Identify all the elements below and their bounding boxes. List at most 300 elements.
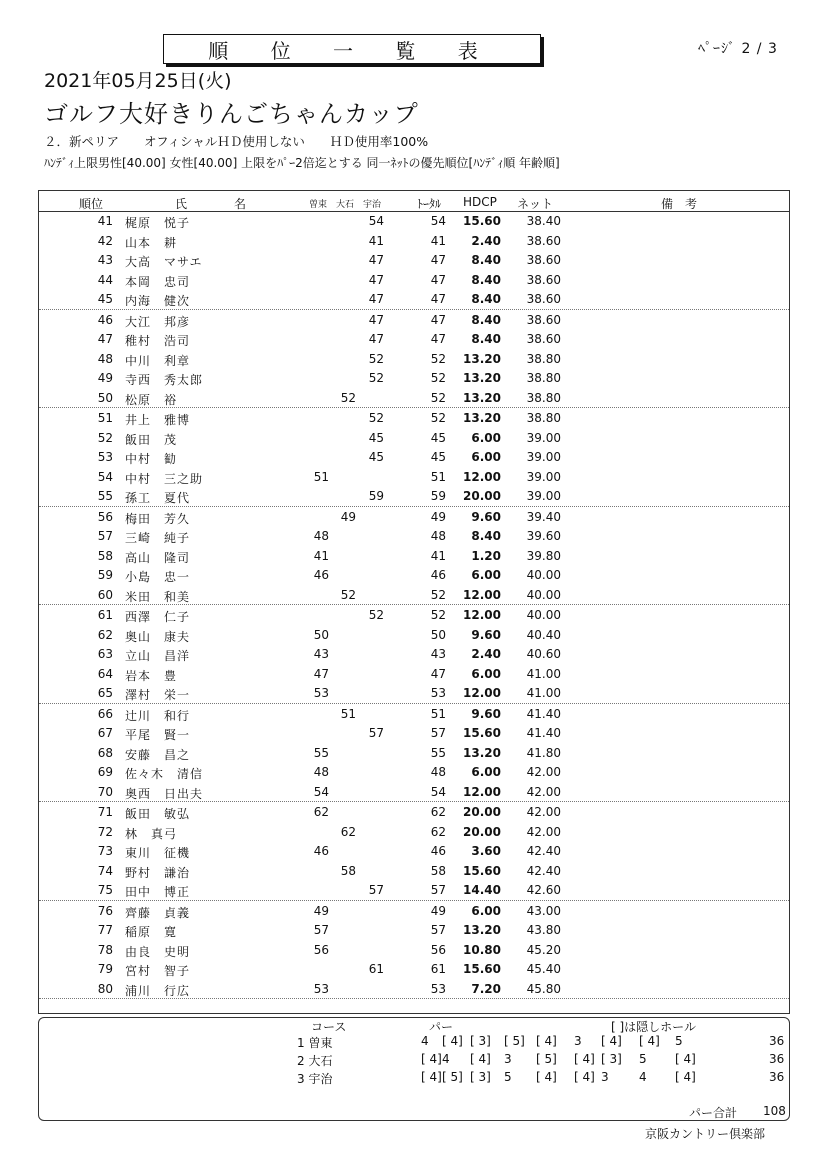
cell-total: 49	[430, 903, 446, 918]
cell-hdcp: 12.00	[463, 686, 501, 700]
col-hdcp: HDCP	[463, 195, 497, 209]
table-row	[39, 231, 789, 251]
cell-hdcp: 6.00	[471, 666, 501, 681]
cell-name: 本岡 忠司	[125, 274, 191, 289]
cell-rank: 79	[97, 962, 113, 976]
table-row	[39, 310, 789, 330]
cell-s1: 49	[313, 903, 329, 918]
cell-s3: 47	[368, 253, 384, 267]
cell-total: 47	[430, 312, 446, 327]
col-rank: 順位	[79, 197, 104, 211]
cell-s1: 62	[313, 805, 329, 819]
table-row	[39, 368, 789, 388]
cell-name: 三崎 純子	[125, 531, 191, 545]
cell-total: 52	[430, 587, 446, 602]
col-course-1: 曽束	[309, 200, 328, 210]
cell-net: 40.40	[526, 627, 561, 642]
table-row	[39, 743, 789, 763]
cell-total: 56	[430, 942, 446, 957]
cell-name: 佐々木 清信	[125, 767, 204, 781]
cell-name: 高山 隆司	[125, 550, 191, 565]
cell-net: 38.80	[526, 411, 561, 425]
cell-name: 松原 裕	[125, 392, 178, 407]
par-hole: [ 4]	[675, 1052, 696, 1066]
table-row	[39, 802, 789, 822]
par-course-name: 2 大石	[297, 1054, 333, 1068]
cell-s1: 53	[313, 981, 329, 996]
cell-total: 57	[430, 883, 446, 897]
cell-total: 52	[430, 351, 446, 366]
cell-hdcp: 15.60	[463, 863, 501, 878]
table-row	[39, 585, 789, 606]
cell-net: 45.40	[526, 962, 561, 976]
cell-net: 40.00	[526, 608, 561, 622]
cell-rank: 80	[97, 981, 113, 996]
cell-rank: 65	[97, 686, 113, 700]
cell-net: 42.00	[526, 805, 561, 819]
col-net: ネット	[517, 197, 554, 211]
cell-hdcp: 9.60	[471, 509, 501, 524]
cell-s1: 48	[313, 529, 329, 543]
cell-total: 52	[430, 411, 446, 425]
cell-s2: 52	[340, 390, 356, 405]
cell-net: 38.60	[526, 332, 561, 346]
cell-hdcp: 20.00	[463, 489, 501, 503]
table-row	[39, 526, 789, 546]
table-row	[39, 880, 789, 901]
cell-name: 梶原 悦子	[125, 216, 191, 230]
cell-net: 39.60	[526, 529, 561, 543]
table-row	[39, 546, 789, 566]
cell-s1: 57	[313, 923, 329, 937]
cell-total: 47	[430, 666, 446, 681]
cell-name: 井上 雅博	[125, 413, 191, 427]
cell-net: 38.60	[526, 272, 561, 287]
cell-rank: 64	[97, 666, 113, 681]
cell-net: 41.80	[526, 745, 561, 760]
table-row	[39, 901, 789, 921]
cell-s2: 58	[340, 863, 356, 878]
par-hole: 4	[421, 1034, 429, 1048]
par-table	[38, 1017, 790, 1121]
cell-net: 38.40	[526, 214, 561, 228]
par-hole: 3	[504, 1052, 512, 1066]
cell-total: 51	[430, 706, 446, 721]
cell-name: 大江 邦彦	[125, 314, 191, 329]
cell-net: 38.80	[526, 351, 561, 366]
table-row	[39, 979, 789, 1000]
cell-total: 58	[430, 863, 446, 878]
page-title: 順 位 一 覧 表	[163, 34, 541, 64]
cell-hdcp: 2.40	[471, 233, 501, 248]
cell-rank: 66	[97, 706, 113, 721]
cell-net: 40.60	[526, 647, 561, 661]
cell-rank: 55	[97, 489, 113, 503]
col-notes: 備 考	[661, 197, 698, 211]
club-name: 京阪カントリー倶楽部	[645, 1127, 766, 1141]
par-hole: [ 3]	[601, 1052, 622, 1066]
page-number: ﾍﾟｰｼﾞ 2 / 3	[698, 41, 778, 57]
par-course-total: 36	[769, 1034, 785, 1048]
cell-s3: 54	[368, 214, 384, 228]
cell-hdcp: 10.80	[463, 942, 501, 957]
cell-total: 48	[430, 765, 446, 779]
par-hole: [ 4]	[421, 1052, 442, 1066]
cell-rank: 68	[97, 745, 113, 760]
cell-name: 飯田 茂	[125, 432, 178, 447]
cell-name: 林 真弓	[125, 826, 178, 841]
table-row	[39, 723, 789, 743]
cell-s3: 45	[368, 430, 384, 445]
cell-hdcp: 9.60	[471, 706, 501, 721]
col-name-1: 氏	[175, 197, 188, 211]
par-hole: [ 4]	[421, 1070, 442, 1084]
hidden-hole-note: [ ]は隠しホール	[611, 1020, 696, 1034]
cell-rank: 44	[97, 272, 113, 287]
cell-net: 43.80	[526, 923, 561, 937]
col-course-3: 宇治	[363, 200, 382, 210]
cell-rank: 60	[97, 587, 113, 602]
cell-hdcp: 8.40	[471, 253, 501, 267]
table-row	[39, 822, 789, 842]
cell-rank: 72	[97, 824, 113, 839]
par-hole: [ 5]	[442, 1070, 463, 1084]
cell-net: 41.00	[526, 686, 561, 700]
cell-total: 62	[430, 824, 446, 839]
cell-name: 安藤 昌之	[125, 747, 191, 762]
cell-name: 山本 耕	[125, 235, 178, 250]
cell-net: 45.20	[526, 942, 561, 957]
cell-rank: 62	[97, 627, 113, 642]
cell-rank: 76	[97, 903, 113, 918]
cell-s1: 56	[313, 942, 329, 957]
cell-hdcp: 13.20	[463, 923, 501, 937]
cell-rank: 41	[97, 214, 113, 228]
cell-rank: 69	[97, 765, 113, 779]
cell-total: 52	[430, 371, 446, 385]
par-hole: 5	[504, 1070, 512, 1084]
cell-total: 54	[430, 784, 446, 799]
cell-hdcp: 8.40	[471, 529, 501, 543]
par-hole: [ 4]	[601, 1034, 622, 1048]
cell-rank: 61	[97, 608, 113, 622]
cell-s3: 47	[368, 332, 384, 346]
cell-net: 45.80	[526, 981, 561, 996]
table-row	[39, 704, 789, 724]
cell-net: 41.40	[526, 726, 561, 740]
cell-name: 浦川 行広	[125, 983, 191, 998]
par-hole: [ 4]	[574, 1052, 595, 1066]
cell-s1: 47	[313, 666, 329, 681]
cell-total: 47	[430, 292, 446, 306]
table-row	[39, 289, 789, 310]
cell-name: 平尾 賢一	[125, 728, 191, 742]
cell-s3: 52	[368, 608, 384, 622]
cell-hdcp: 15.60	[463, 214, 501, 228]
cell-rank: 70	[97, 784, 113, 799]
cell-s3: 52	[368, 411, 384, 425]
cell-s3: 52	[368, 351, 384, 366]
cell-hdcp: 9.60	[471, 627, 501, 642]
par-course-name: 1 曽東	[297, 1036, 333, 1050]
par-hole: [ 3]	[470, 1070, 491, 1084]
conditions-line-2: ﾊﾝﾃﾞｨ上限男性[40.00] 女性[40.00] 上限をﾊﾟｰ2倍迄とする 同一ﾈｯﾄの優先順位[ﾊﾝﾃﾞｨ順 年齢順]	[44, 156, 560, 170]
cell-hdcp: 2.40	[471, 647, 501, 661]
cell-net: 42.00	[526, 765, 561, 779]
cell-total: 57	[430, 726, 446, 740]
cell-net: 40.00	[526, 568, 561, 582]
cell-hdcp: 6.00	[471, 568, 501, 582]
cell-name: 岩本 豊	[125, 668, 178, 683]
par-total-value: 108	[763, 1104, 786, 1118]
cell-rank: 54	[97, 469, 113, 484]
par-hole: [ 4]	[675, 1070, 696, 1084]
cell-total: 62	[430, 805, 446, 819]
table-row	[39, 349, 789, 369]
cell-name: 立山 昌洋	[125, 649, 191, 663]
par-course-total: 36	[769, 1052, 785, 1066]
cell-name: 小島 忠一	[125, 570, 191, 584]
cell-net: 41.00	[526, 666, 561, 681]
cell-name: 辻川 和行	[125, 708, 191, 723]
par-header: パー	[429, 1020, 454, 1034]
cell-rank: 50	[97, 390, 113, 405]
cell-net: 39.00	[526, 450, 561, 464]
cell-name: 由良 史明	[125, 944, 191, 959]
table-row	[39, 565, 789, 585]
table-row	[39, 408, 789, 428]
cell-hdcp: 20.00	[463, 824, 501, 839]
cell-hdcp: 20.00	[463, 805, 501, 819]
table-row	[39, 625, 789, 645]
cell-s3: 41	[368, 233, 384, 248]
cell-total: 59	[430, 489, 446, 503]
cell-name: 奥西 日出夫	[125, 786, 204, 801]
cell-total: 48	[430, 529, 446, 543]
table-row	[39, 211, 789, 231]
par-hole: 3	[601, 1070, 609, 1084]
cell-name: 米田 和美	[125, 589, 191, 604]
cell-hdcp: 12.00	[463, 587, 501, 602]
table-row	[39, 270, 789, 290]
cell-name: 内海 健次	[125, 294, 191, 308]
cell-s1: 46	[313, 568, 329, 582]
cell-rank: 71	[97, 805, 113, 819]
cell-hdcp: 13.20	[463, 390, 501, 405]
cell-total: 52	[430, 608, 446, 622]
cell-s1: 54	[313, 784, 329, 799]
cell-total: 41	[430, 233, 446, 248]
cell-total: 43	[430, 647, 446, 661]
event-name: ゴルフ大好きりんごちゃんカップ	[44, 100, 419, 128]
cell-rank: 73	[97, 844, 113, 858]
cell-rank: 47	[97, 332, 113, 346]
cell-name: 孫工 夏代	[125, 491, 191, 505]
cell-total: 53	[430, 981, 446, 996]
col-course-2: 大石	[336, 200, 355, 210]
cell-s1: 55	[313, 745, 329, 760]
cell-s3: 59	[368, 489, 384, 503]
cell-hdcp: 14.40	[463, 883, 501, 897]
par-course-header: コース	[311, 1020, 347, 1034]
cell-net: 42.00	[526, 784, 561, 799]
cell-rank: 77	[97, 923, 113, 937]
cell-total: 46	[430, 844, 446, 858]
col-name-2: 名	[234, 197, 247, 211]
cell-rank: 78	[97, 942, 113, 957]
cell-name: 西澤 仁子	[125, 610, 191, 624]
table-row	[39, 329, 789, 349]
cell-total: 47	[430, 253, 446, 267]
cell-rank: 45	[97, 292, 113, 306]
cell-net: 39.80	[526, 548, 561, 563]
cell-rank: 53	[97, 450, 113, 464]
cell-rank: 46	[97, 312, 113, 327]
cell-name: 奥山 康夫	[125, 629, 191, 644]
cell-rank: 51	[97, 411, 113, 425]
cell-s1: 53	[313, 686, 329, 700]
cell-net: 38.80	[526, 371, 561, 385]
cell-s2: 51	[340, 706, 356, 721]
cell-net: 39.40	[526, 509, 561, 524]
table-row	[39, 447, 789, 467]
table-row	[39, 250, 789, 270]
table-row	[39, 683, 789, 704]
cell-name: 齊藤 貞義	[125, 905, 191, 920]
cell-hdcp: 6.00	[471, 430, 501, 445]
cell-s2: 49	[340, 509, 356, 524]
cell-hdcp: 8.40	[471, 272, 501, 287]
cell-hdcp: 1.20	[471, 548, 501, 563]
cell-total: 55	[430, 745, 446, 760]
cell-rank: 43	[97, 253, 113, 267]
cell-total: 50	[430, 627, 446, 642]
cell-s1: 46	[313, 844, 329, 858]
cell-name: 大高 マサエ	[125, 255, 203, 269]
cell-net: 38.60	[526, 292, 561, 306]
cell-s2: 52	[340, 587, 356, 602]
cell-hdcp: 8.40	[471, 292, 501, 306]
cell-rank: 42	[97, 233, 113, 248]
cell-net: 39.00	[526, 430, 561, 445]
cell-s3: 45	[368, 450, 384, 464]
cell-total: 51	[430, 469, 446, 484]
cell-net: 40.00	[526, 587, 561, 602]
cell-name: 中村 勧	[125, 452, 178, 466]
cell-s1: 51	[313, 469, 329, 484]
table-row	[39, 920, 789, 940]
cell-name: 中川 利章	[125, 353, 191, 368]
cell-net: 42.40	[526, 844, 561, 858]
col-total: ﾄｰﾀﾙ	[417, 197, 442, 211]
par-hole: [ 4]	[442, 1034, 463, 1048]
table-body	[39, 211, 789, 999]
cell-s3: 47	[368, 312, 384, 327]
cell-rank: 48	[97, 351, 113, 366]
cell-hdcp: 12.00	[463, 469, 501, 484]
cell-s3: 47	[368, 272, 384, 287]
cell-name: 宮村 智子	[125, 964, 191, 978]
table-row	[39, 388, 789, 409]
cell-s3: 57	[368, 883, 384, 897]
cell-net: 41.40	[526, 706, 561, 721]
par-hole: 5	[675, 1034, 683, 1048]
par-hole: 4	[442, 1052, 450, 1066]
table-row	[39, 605, 789, 625]
table-row	[39, 861, 789, 881]
cell-s1: 41	[313, 548, 329, 563]
par-hole: [ 4]	[574, 1070, 595, 1084]
cell-total: 46	[430, 568, 446, 582]
cell-total: 45	[430, 450, 446, 464]
table-row	[39, 959, 789, 979]
cell-total: 52	[430, 390, 446, 405]
cell-total: 47	[430, 332, 446, 346]
cell-rank: 67	[97, 726, 113, 740]
cell-name: 東川 征機	[125, 846, 191, 860]
cell-s3: 47	[368, 292, 384, 306]
cell-hdcp: 13.20	[463, 371, 501, 385]
cell-net: 43.00	[526, 903, 561, 918]
cell-hdcp: 13.20	[463, 745, 501, 760]
table-header	[39, 191, 789, 212]
cell-rank: 74	[97, 863, 113, 878]
cell-total: 53	[430, 686, 446, 700]
cell-hdcp: 13.20	[463, 351, 501, 366]
par-hole: [ 5]	[536, 1052, 557, 1066]
cell-name: 寺西 秀太郎	[125, 373, 204, 387]
cell-name: 澤村 栄一	[125, 688, 191, 702]
cell-hdcp: 3.60	[471, 844, 501, 858]
cell-hdcp: 13.20	[463, 411, 501, 425]
cell-hdcp: 6.00	[471, 903, 501, 918]
cell-rank: 49	[97, 371, 113, 385]
cell-total: 54	[430, 214, 446, 228]
par-hole: [ 4]	[536, 1034, 557, 1048]
cell-s1: 50	[313, 627, 329, 642]
cell-hdcp: 12.00	[463, 608, 501, 622]
par-total-label: パー合計	[689, 1106, 738, 1120]
par-course-total: 36	[769, 1070, 785, 1084]
cell-rank: 57	[97, 529, 113, 543]
table-row	[39, 467, 789, 487]
par-hole: 4	[639, 1070, 647, 1084]
cell-total: 47	[430, 272, 446, 287]
cell-s3: 52	[368, 371, 384, 385]
cell-rank: 63	[97, 647, 113, 661]
cell-net: 38.60	[526, 312, 561, 327]
cell-total: 61	[430, 962, 446, 976]
cell-name: 飯田 敏弘	[125, 807, 191, 821]
table-row	[39, 841, 789, 861]
par-hole: 3	[574, 1034, 582, 1048]
cell-hdcp: 15.60	[463, 962, 501, 976]
par-hole: 5	[639, 1052, 647, 1066]
cell-name: 稲原 寛	[125, 925, 178, 939]
cell-hdcp: 7.20	[471, 981, 501, 996]
event-date: 2021年05月25日(火)	[44, 70, 232, 92]
cell-net: 38.80	[526, 390, 561, 405]
cell-total: 41	[430, 548, 446, 563]
conditions-line-1: ２．新ペリア オフィシャルＨＤ使用しない ＨＤ使用率100%	[44, 134, 429, 149]
cell-net: 38.60	[526, 233, 561, 248]
cell-s1: 48	[313, 765, 329, 779]
par-hole: [ 3]	[470, 1034, 491, 1048]
cell-s3: 57	[368, 726, 384, 740]
table-row	[39, 644, 789, 664]
cell-hdcp: 6.00	[471, 765, 501, 779]
cell-hdcp: 8.40	[471, 332, 501, 346]
